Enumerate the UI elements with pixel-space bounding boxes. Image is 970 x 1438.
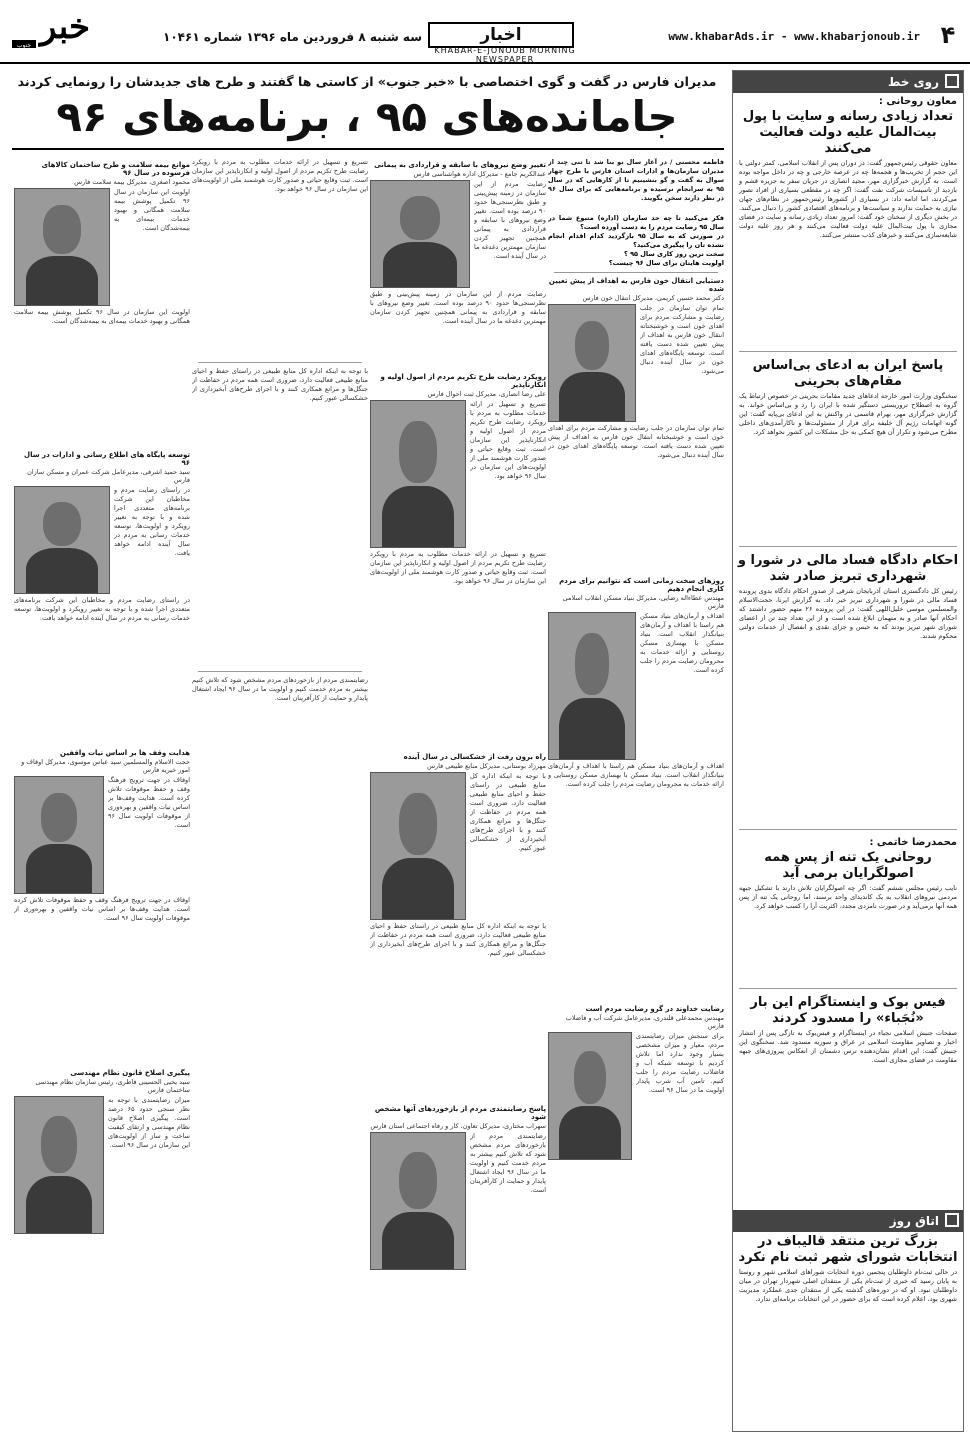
portrait-photo	[370, 180, 470, 288]
question-1: فکر می‌کنید تا چه حد سازمان (اداره) متبوع شما در سال ۹۵ رضایت مردم را به دست آورده است؟	[548, 214, 724, 231]
page-number: ۴	[940, 21, 956, 49]
caption-box-icon	[945, 1213, 959, 1227]
page-header	[0, 0, 970, 64]
portrait-photo	[14, 188, 110, 306]
body-text: تسریع و تسهیل در ارائه خدمات مطلوب به مردم با رویکرد رضایت طرح تکریم مردم از اصول اولیه و انکارناپذیر این سازمان است. ثبت وقایع حیاتی و صدور کارت هوشمند ملی از اولویت‌های این سازمان در سال ۹۶ خواهد بود.	[370, 550, 546, 585]
kicker: معاون روحانی :	[878, 96, 957, 107]
body-text: اوقاف در جهت ترویج فرهنگ وقف و حفظ موقوفات تلاش کرده است. هدایت وقف‌ها بر اساس نیات واقفین و بهره‌وری از موقوفات اولویت سال ۹۶ است.	[14, 896, 190, 922]
divider	[739, 546, 957, 547]
body-text: تسریع و تسهیل در ارائه خدمات مطلوب به مردم با رویکرد رضایت طرح تکریم مردم از اصول اولیه و انکارناپذیر این سازمان است. ثبت وقایع حیاتی و صدور کارت هوشمند ملی از اولویت‌های این سازمان در سال ۹۶ خواهد بود.	[470, 400, 546, 480]
websites[interactable]: www.khabarAds.ir - www.khabarjonoub.ir	[668, 30, 920, 43]
body-text: اهداف و آرمان‌های بنیاد مسکن هم راستا با اهداف و آرمان‌های بنیانگذار انقلاب است. بنیاد مسکن با بهسازی مسکن روستایی و ارائه خدمات به محرومان رضایت مردم را جلب کرده است.	[640, 612, 724, 674]
column-2	[370, 158, 546, 1428]
portrait-photo	[370, 1132, 466, 1270]
body-text: اهداف و آرمان‌های بنیاد مسکن هم راستا با اهداف و آرمان‌های بنیانگذار انقلاب است. بنیاد مسکن با بهسازی مسکن روستایی و ارائه خدمات به محرومان رضایت مردم را جلب کرده است.	[548, 762, 724, 788]
main-subtitle: مدیران فارس در گفت و گوی اختصاصی با «خبر جنوب» از کاستی ها گفتند و طرح های جدیدشان را رونمایی کردند	[17, 74, 717, 89]
column-1	[548, 158, 724, 1428]
sidebar-caption-day: اتاق روز	[733, 1210, 963, 1232]
speaker-name: سهراب مختاری، مدیرکل تعاون، کار و رفاه اجتماعی استان فارس	[370, 1122, 546, 1130]
speaker-name: سید یحیی الحسینی فاطری، رئیس سازمان نظام مهندسی ساختمان فارس	[35, 1078, 190, 1094]
body-text: میزان رضایتمندی با توجه به نظر سنجی حدود ۶۵ درصد است. پیگیری اصلاح قانون نظام مهندسی و ارتقای کیفیت ساخت و ساز از اولویت‌های این سازمان در سال ۹۶ است.	[108, 1096, 190, 1149]
portrait-photo	[548, 1032, 632, 1160]
body-text: اوقاف در جهت ترویج فرهنگ وقف و حفظ موقوفات تلاش کرده است. هدایت وقف‌ها بر اساس نیات واقفین و بهره‌وری از موقوفات اولویت سال ۹۶ است.	[108, 776, 190, 829]
portrait-photo	[548, 612, 636, 760]
speaker-name: سید حمید اشرفی، مدیرعامل شرکت عمران و مسکن سازان فارس	[27, 468, 190, 484]
divider	[739, 988, 957, 989]
story-body: صفحات جنبش اسلامی نجباء در اینستاگرام و فیس‌بوک به تازگی پس از انتشار اخبار و تصاویر مقاومت اسلامی در عراق و سوریه مسدود شد. سخنگوی این جنبش گفت: این اقدام نشان‌دهنده ترس دشمنان از انعکاس پیروزی‌های جبهه مقاومت در فضای مجازی است.	[739, 1029, 957, 1064]
story-body: رئیس کل دادگستری استان آذربایجان شرقی از صدور احکام دادگاه بدوی پرونده فساد مالی در شورا و شهرداری تبریز خبر داد. به گزارش ایرنا، حجت‌الاسلام والمسلمین موسی خلیل‌اللهی گفت: در این پرونده ۲۶ متهم حضور داشتند که احکام آنها صادر و به متهمان ابلاغ شده است و از این تعداد چند تن از اعضای شورای شهر تبریز بودند که به حبس و جزای نقدی و انفصال از خدمات دولتی محکوم شدند.	[739, 587, 957, 640]
caption-box-icon	[945, 74, 959, 88]
story-body: معاون حقوقی رئیس‌جمهور گفت: در دوران پس از انقلاب اسلامی، کمتر دولتی با این حجم از تخریب‌ها و هجمه‌ها چه در عرصه خارجی و چه در داخل مواجه بوده است. به گزارش خبرگزاری مهر، مجید انصاری در جریان سفر به جزیره قشم و بازدید از تاسیسات شرکت نفت گفت: اگر چه در مقطعی بسیاری از افراد تصور می‌کردند، اما ادامه داد: در بسیاری از کشورها رئیس‌جمهور در نظام‌های جهان نیازی به حمایت ندارند و سیاست‌ها و برنامه‌های اقتصادی کشور را دنبال می‌کنند. در بخش دیگری از سخنان خود گفت: امروز تعداد زیادی رسانه و سایت در فضای مجازی با پول بیت‌المال علیه دولت فعالیت می‌کنند و هر روز علیه دولت شایعه‌سازی می‌کنند و خبرهای کذب منتشر می‌کنند.	[739, 159, 957, 239]
speaker-name: مهرزاد بوستانی، مدیرکل منابع طبیعی فارس	[427, 762, 546, 770]
portrait-photo	[548, 304, 636, 422]
speaker-name: مهندس محمدعلی قلندری، مدیرعامل شرکت آب و فاضلاب فارس	[565, 1014, 724, 1030]
portrait-photo	[370, 772, 466, 920]
story-headline[interactable]: پاسخ ایران به ادعای بی‌اساس مقام‌های بحرینی	[752, 358, 944, 389]
body-text: رضایت مردم از این سازمان در زمینه پیش‌بینی و طبق نظرسنجی‌ها حدود ۹۰ درصد بوده است. تغییر وضع نیروهای با سابقه و قراردادی به پیمانی همچنین تجهیز کردن سازمان مهمترین دغدغه ما در سال آینده است.	[370, 290, 546, 325]
section-heading: پاسخ رضایتمندی مردم از بازخوردهای آنها مشخص شود	[374, 1105, 546, 1121]
speaker-name: دکتر محمد حسین کریمی، مدیرکل انتقال خون فارس	[582, 294, 724, 302]
divider	[198, 362, 362, 363]
date-line: سه شنبه ۸ فروردین ماه ۱۳۹۶ شماره ۱۰۴۶۱	[163, 30, 422, 44]
body-text: تمام توان سازمان در جلب رضایت و مشارکت مردم برای اهدای خون است و خوشبختانه انتقال خون فارس به اهداف از پیش تعیین شده دست یافته است. توسعه پایگاه‌های اهدای خون در سال آینده دنبال می‌شود.	[548, 424, 724, 459]
logo-sub: جنوب	[16, 42, 32, 49]
speaker-name: عبدالکریم جامع - مدیرکل اداره هواشناسی فارس	[413, 170, 546, 178]
body-text: با توجه به اینکه اداره کل منابع طبیعی در راستای حفظ و احیای منابع طبیعی فعالیت دارد، ضروری است همه مردم در حفاظت از جنگل‌ها و مراتع همکاری کنند و با اجرای طرح‌های آبخیزداری از خشکسالی عبور کنیم.	[192, 367, 368, 402]
subbanner: KHABAR-E-JONOUB MORNING NEWSPAPER	[434, 46, 576, 64]
kicker: محمدرضا خاتمی :	[869, 837, 957, 848]
intro-text: فاطمه محسنی / در آغاز سال نو بنا شد تا تنی چند از مدیران سازمان‌ها و ادارات استان فارس با طرح چهار سوال به گفت و گو بنشینیم تا از کارهایی که در سال ۹۵ به سرانجام نرسیده و برنامه‌هایی که برای سال ۹۶ در نظر دارند سخن بگویند.	[548, 158, 724, 202]
section-heading: روزهای سخت زمانی است که نتوانیم برای مردم کاری انجام دهیم	[559, 577, 724, 593]
section-heading: موانع بیمه سلامت و طرح ساختمان کالاهای فرسوده در سال ۹۶	[41, 161, 190, 177]
speaker-name: محمود اصغری، مدیرکل بیمه سلامت فارس	[74, 178, 190, 186]
story-headline[interactable]: تعداد زیادی رسانه و سایت با پول بیت‌المال علیه دولت فعالیت می‌کنند	[742, 109, 954, 156]
section-heading: توسعه پایگاه های اطلاع رسانی و ادارات در سال ۹۶	[24, 451, 190, 467]
newspaper-logo	[10, 6, 120, 50]
divider	[554, 272, 718, 273]
section-heading: راه برون رفت از خشکسالی در سال آینده	[403, 753, 546, 761]
column-3	[192, 158, 368, 1428]
column-4	[14, 158, 190, 1428]
body-text: تسریع و تسهیل در ارائه خدمات مطلوب به مردم با رویکرد رضایت طرح تکریم مردم از اصول اولیه و انکارناپذیر این سازمان است. ثبت وقایع حیاتی و صدور کارت هوشمند ملی از اولویت‌های این سازمان در سال ۹۶ خواهد بود.	[192, 158, 368, 193]
section-heading: تغییر وضع نیروهای با سابقه و قراردادی به پیمانی	[374, 161, 546, 169]
main-article	[12, 148, 724, 1432]
speaker-name: علی رضا انصاری، مدیرکل ثبت احوال فارس	[427, 390, 546, 398]
body-text: اولویت این سازمان در سال ۹۶ تکمیل پوشش بیمه سلامت همگانی و بهبود خدمات بیمه‌ای به بیمه‌شدگان است.	[114, 188, 190, 232]
story-body: در حالی ثبت‌نام داوطلبان پنجمین دوره انتخابات شوراهای اسلامی شهر و روستا به پایان رسید که خبری از ثبت‌نام یکی از منتقدان اصلی شهردار تهران در میان داوطلبان نبود. او که در دوره‌های گذشته یکی از منتقدان جدی عملکرد مدیریت شهری بود، اعلام کرده است که برای حضور در این انتخابات برنامه‌ای ندارد.	[739, 1268, 957, 1303]
body-text: تمام توان سازمان در جلب رضایت و مشارکت مردم برای اهدای خون است و خوشبختانه انتقال خون فارس به اهداف از پیش تعیین شده دست یافته است. توسعه پایگاه‌های اهدای خون در سال آینده دنبال می‌شود.	[640, 304, 724, 375]
section-heading: رویکرد رضایت طرح تکریم مردم از اصول اولیه و انکارناپذیر	[380, 373, 546, 389]
story-body: نایب رئیس مجلس ششم گفت: اگر چه اصولگرایان تلاش دارند با تشکیل جبهه مردمی نیروهای انقلاب به یک کاندیدای واحد برسند، اما روحانی یک تنه از پس همه آنها برمی‌آید و در صورت نامزدی مجدد، اکثریت آرا را کسب خواهد کرد.	[739, 884, 957, 910]
section-heading: رضایت خداوند در گرو رضایت مردم است	[585, 1005, 724, 1013]
story-body: سخنگوی وزارت امور خارجه ادعاهای جدید مقامات بحرینی در خصوص ارتباط یک گروه به اصطلاح تروریستی دستگیر شده با ایران را رد و بی‌اساس خواند. به گزارش خبرگزاری مهر، بهرام قاسمی در واکنش به این ادعای بی‌پایه گفت: این گونه اتهامات رژیم آل خلیفه برای فرار از مسئولیت‌ها و ناکارآمدی‌های داخلی مطرح می‌شود و تکرار آن هیچ کمکی به حل مشکلات این کشور نخواهد کرد.	[739, 392, 957, 436]
speaker-name: حجت الاسلام والمسلمین سید عباس موسوی، مدیرکل اوقاف و امور خیریه فارس	[21, 758, 190, 774]
section-heading: هدایت وقف ها بر اساس نیات واقفین	[60, 749, 190, 757]
logo-text: خبر	[39, 7, 91, 47]
body-text: رضایت مردم از این سازمان در زمینه پیش‌بینی و طبق نظرسنجی‌ها حدود ۹۰ درصد بوده است. تغییر وضع نیروهای با سابقه و قراردادی به پیمانی همچنین تجهیز کردن سازمان مهمترین دغدغه ما در سال آینده است.	[474, 180, 546, 260]
story-headline[interactable]: روحانی یک تنه از پس همه اصولگرایان برمی آید	[764, 850, 932, 881]
body-text: با توجه به اینکه اداره کل منابع طبیعی در راستای حفظ و احیای منابع طبیعی فعالیت دارد، ضروری است همه مردم در حفاظت از جنگل‌ها و مراتع همکاری کنند و با اجرای طرح‌های آبخیزداری از خشکسالی عبور کنیم.	[470, 772, 546, 852]
story-headline[interactable]: احکام دادگاه فساد مالی در شورا و شهرداری تبریز صادر شد	[737, 553, 959, 584]
section-heading: دستیابی انتقال خون فارس به اهداف از پیش تعیین شده	[548, 277, 724, 293]
sidebar-caption-online: روی خط	[733, 71, 963, 93]
sidebar	[732, 70, 964, 1432]
body-text: رضایتمندی مردم از بازخوردهای مردم مشخص شود که تلاش کنیم بیشتر به مردم خدمت کنیم و اولویت ما در سال ۹۶ ایجاد اشتغال پایدار و حمایت از کارآفرینان است.	[192, 676, 368, 702]
body-text: اولویت این سازمان در سال ۹۶ تکمیل پوشش بیمه سلامت همگانی و بهبود خدمات بیمه‌ای به بیمه‌شدگان است.	[14, 308, 190, 325]
body-text: در راستای رضایت مردم و مخاطبان این شرکت برنامه‌های متعددی اجرا شده و با توجه به تغییر رویکرد و اولویت‌ها، توسعه خدمات رسانی به مردم در سال آینده ادامه خواهد یافت.	[14, 596, 190, 622]
divider	[739, 829, 957, 830]
body-text: با توجه به اینکه اداره کل منابع طبیعی در راستای حفظ و احیای منابع طبیعی فعالیت دارد، ضروری است همه مردم در حفاظت از جنگل‌ها و مراتع همکاری کنند و با اجرای طرح‌های آبخیزداری از خشکسالی عبور کنیم.	[370, 922, 546, 957]
portrait-photo	[14, 486, 110, 594]
story-headline[interactable]: بزرگ ترین منتقد قالیباف در انتخابات شورای شهر ثبت نام نکرد	[738, 1234, 958, 1265]
portrait-photo	[370, 400, 466, 548]
main-headline[interactable]: جامانده‌های ۹۵ ، برنامه‌های ۹۶	[56, 92, 678, 141]
section-heading: پیگیری اصلاح قانون نظام مهندسی	[70, 1069, 190, 1077]
body-text: در راستای رضایت مردم و مخاطبان این شرکت برنامه‌های متعددی اجرا شده و با توجه به تغییر رویکرد و اولویت‌ها، توسعه خدمات رسانی به مردم در سال آینده ادامه خواهد یافت.	[114, 486, 190, 557]
portrait-photo	[14, 1096, 104, 1234]
question-2: در صورتی که به سال ۹۵ بازگردید کدام اقدام انجام نشده تان را پیگیری می‌کنید؟	[548, 232, 724, 249]
portrait-photo	[14, 776, 104, 894]
divider	[198, 671, 362, 672]
section-title: اخبار	[428, 22, 574, 48]
body-text: برای سنجش میزان رضایتمندی مردم، معیار و میزان مشخصی بسیار وجود ندارد اما تلاش کردیم با توسعه شبکه آب و فاضلاب رضایت مردم را جلب کنیم. تامین آب شرب پایدار اولویت ما در سال ۹۶ است.	[636, 1032, 724, 1094]
story-headline[interactable]: فیس بوک و اینستاگرام این بار «نُجَباء» را مسدود کردند	[750, 995, 946, 1026]
question-3: سخت ترین روز کاری سال ۹۵ ؟	[624, 250, 724, 258]
question-4: اولویت هایتان برای سال ۹۶ چیست؟	[608, 259, 724, 267]
speaker-name: مهندس عطاءاله رضایی، مدیرکل بنیاد مسکن انقلاب اسلامی فارس	[562, 594, 724, 610]
body-text: رضایتمندی مردم از بازخوردهای مردم مشخص شود که تلاش کنیم بیشتر به مردم خدمت کنیم و اولویت ما در سال ۹۶ ایجاد اشتغال پایدار و حمایت از کارآفرینان است.	[470, 1132, 546, 1194]
divider	[739, 351, 957, 352]
